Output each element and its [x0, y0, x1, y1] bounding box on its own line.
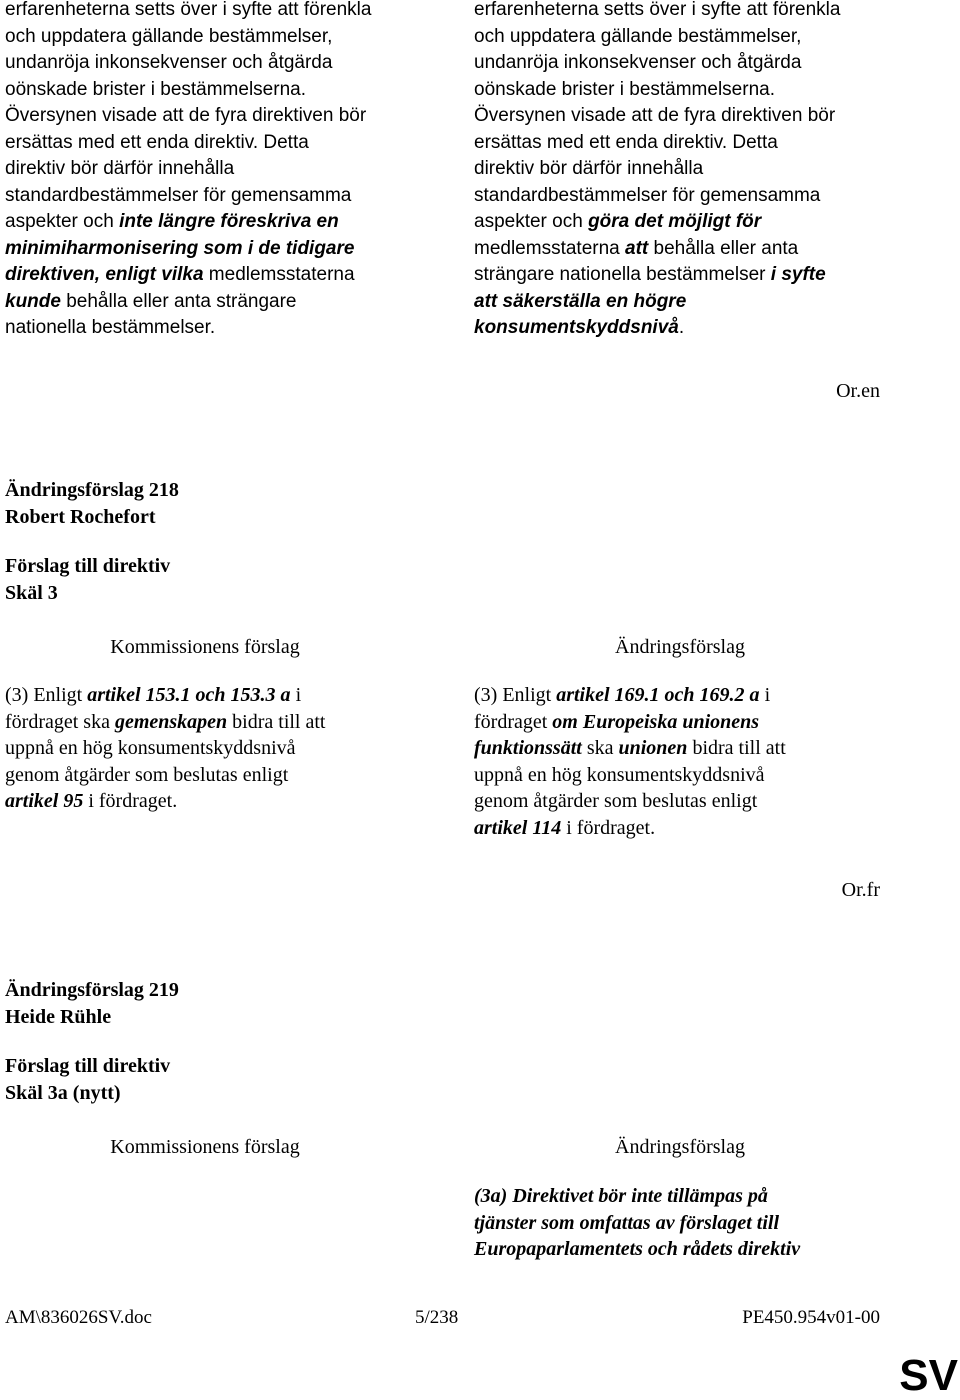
- changed-text-line: Europaparlamentets och rådets direktiv: [474, 1238, 801, 1260]
- text-run: behålla eller anta strängare: [60, 290, 297, 312]
- text-line: direktiv bör därför innehålla: [5, 158, 235, 179]
- origin-language-fr: Or.fr: [841, 879, 880, 901]
- changed-text: kunde: [5, 290, 61, 312]
- text-line: erfarenheterna setts över i syfte att förenkla: [474, 0, 841, 20]
- text-run: i: [290, 684, 302, 706]
- changed-text: artikel 153.1 och 153.3 a: [87, 684, 291, 706]
- amendment-author: Heide Rühle: [5, 1005, 112, 1028]
- changed-text: artikel 169.1 och 169.2 a: [556, 684, 760, 706]
- text-line: undanröja inkonsekvenser och åtgärda: [474, 52, 802, 73]
- recital-reference: Skäl 3a (nytt): [5, 1081, 121, 1104]
- changed-text-line: (3a) Direktivet bör inte tillämpas på: [474, 1185, 768, 1207]
- text-run: medlemsstaterna: [203, 264, 355, 285]
- text-run: aspekter och: [5, 211, 120, 232]
- text-run: behålla eller anta: [648, 237, 799, 259]
- amendment-author: Robert Rochefort: [5, 505, 156, 528]
- amendment-219-header: [5, 977, 179, 1030]
- changed-text-line: tjänster som omfattas av förslaget till: [474, 1211, 780, 1234]
- amendment-number: Ändringsförslag 219: [5, 979, 179, 1001]
- changed-text: om Europeiska unionens: [552, 710, 760, 733]
- text-line: direktiv bör därför innehålla: [474, 158, 704, 179]
- amendment-219-target: [5, 1053, 170, 1106]
- changed-text: göra det möjligt för: [588, 211, 762, 232]
- text-run: ska: [581, 737, 619, 759]
- text-run: .: [678, 317, 685, 338]
- text-run: i: [759, 684, 771, 706]
- text-run: strängare nationella bestämmelser: [474, 264, 771, 285]
- changed-text: att: [625, 237, 649, 259]
- changed-text-line: att säkerställa en högre: [474, 290, 687, 312]
- text-line: [474, 815, 894, 842]
- text-line: undanröja inkonsekvenser och åtgärda: [5, 52, 333, 73]
- footer-document-reference: AM\836026SV.doc: [5, 1307, 152, 1328]
- text-run: aspekter och: [474, 211, 589, 232]
- recital-reference: Skäl 3: [5, 581, 58, 604]
- amendment-number: Ändringsförslag 218: [5, 479, 179, 501]
- amendment-218-header: [5, 477, 179, 530]
- origin-language-en: Or.en: [836, 380, 880, 402]
- text-line: standardbestämmelser för gemensamma: [474, 184, 821, 206]
- text-line: uppnå en hög konsumentskyddsnivå: [474, 763, 765, 786]
- changed-text: direktiven, enligt vilka: [5, 264, 204, 285]
- text-line: [5, 262, 425, 289]
- language-code: SV: [899, 1351, 958, 1400]
- text-line: [5, 788, 425, 815]
- amendment-218-amended-text: [474, 682, 894, 841]
- text-line: oönskade brister i bestämmelserna.: [5, 78, 306, 100]
- text-line: [474, 709, 894, 736]
- column-header-amendment: Ändringsförslag: [615, 1136, 745, 1158]
- proposal-type: Förslag till direktiv: [5, 555, 171, 577]
- text-line: [5, 682, 425, 709]
- text-line: [5, 209, 425, 236]
- text-line: Översynen visade att de fyra direktiven bör: [5, 105, 367, 126]
- changed-text: artikel 114: [474, 816, 562, 839]
- text-line: [474, 735, 894, 762]
- changed-text: artikel 95: [5, 790, 84, 812]
- text-run: bidra till att: [227, 710, 326, 733]
- text-line: ersättas med ett enda direktiv. Detta: [5, 131, 309, 153]
- changed-text: inte längre föreskriva en: [119, 211, 339, 232]
- text-line: [474, 262, 894, 289]
- changed-text: funktionssätt: [474, 737, 582, 759]
- text-run: bidra till att: [687, 737, 786, 759]
- text-line: nationella bestämmelser.: [5, 317, 216, 338]
- changed-text: konsumentskyddsnivå: [474, 317, 679, 338]
- text-line: uppnå en hög konsumentskyddsnivå: [5, 737, 296, 759]
- text-line: och uppdatera gällande bestämmelser,: [474, 25, 802, 47]
- text-line: [474, 315, 894, 342]
- text-line: oönskade brister i bestämmelserna.: [474, 78, 775, 100]
- proposal-type: Förslag till direktiv: [5, 1055, 171, 1077]
- text-line: erfarenheterna setts över i syfte att förenkla: [5, 0, 372, 20]
- previous-amendment-amended-text: [474, 0, 894, 342]
- text-run: fördraget ska: [5, 710, 115, 733]
- text-line: [474, 236, 894, 263]
- text-run: i fördraget.: [561, 816, 656, 839]
- text-run: fördraget: [474, 710, 553, 733]
- text-line: genom åtgärder som beslutas enligt: [5, 763, 289, 786]
- text-run: i fördraget.: [83, 790, 178, 812]
- footer-pe-reference: PE450.954v01-00: [742, 1307, 880, 1328]
- previous-amendment-commission-text: [5, 0, 425, 342]
- footer-page-number: 5/238: [415, 1307, 459, 1328]
- text-line: [474, 209, 894, 236]
- text-run: medlemsstaterna: [474, 237, 626, 259]
- text-line: ersättas med ett enda direktiv. Detta: [474, 131, 778, 153]
- column-header-commission: Kommissionens förslag: [110, 1136, 300, 1158]
- text-line: [5, 289, 425, 316]
- text-line: standardbestämmelser för gemensamma: [5, 184, 352, 206]
- column-header-amendment: Ändringsförslag: [615, 636, 745, 658]
- text-line: Översynen visade att de fyra direktiven bör: [474, 105, 836, 126]
- text-line: och uppdatera gällande bestämmelser,: [5, 25, 333, 47]
- text-line: [474, 682, 894, 709]
- column-header-commission: Kommissionens förslag: [110, 636, 300, 658]
- changed-text: unionen: [618, 737, 688, 759]
- amendment-218-commission-text: [5, 682, 425, 815]
- text-line: [5, 709, 425, 736]
- changed-text-line: minimiharmonisering som i de tidigare: [5, 237, 355, 259]
- amendment-219-amended-text: [474, 1183, 894, 1263]
- text-line: genom åtgärder som beslutas enligt: [474, 790, 758, 812]
- text-run: (3) Enligt: [474, 684, 557, 706]
- amendment-218-target: [5, 553, 170, 606]
- changed-text: gemenskapen: [114, 710, 228, 733]
- text-run: (3) Enligt: [5, 684, 88, 706]
- changed-text: i syfte: [770, 264, 826, 285]
